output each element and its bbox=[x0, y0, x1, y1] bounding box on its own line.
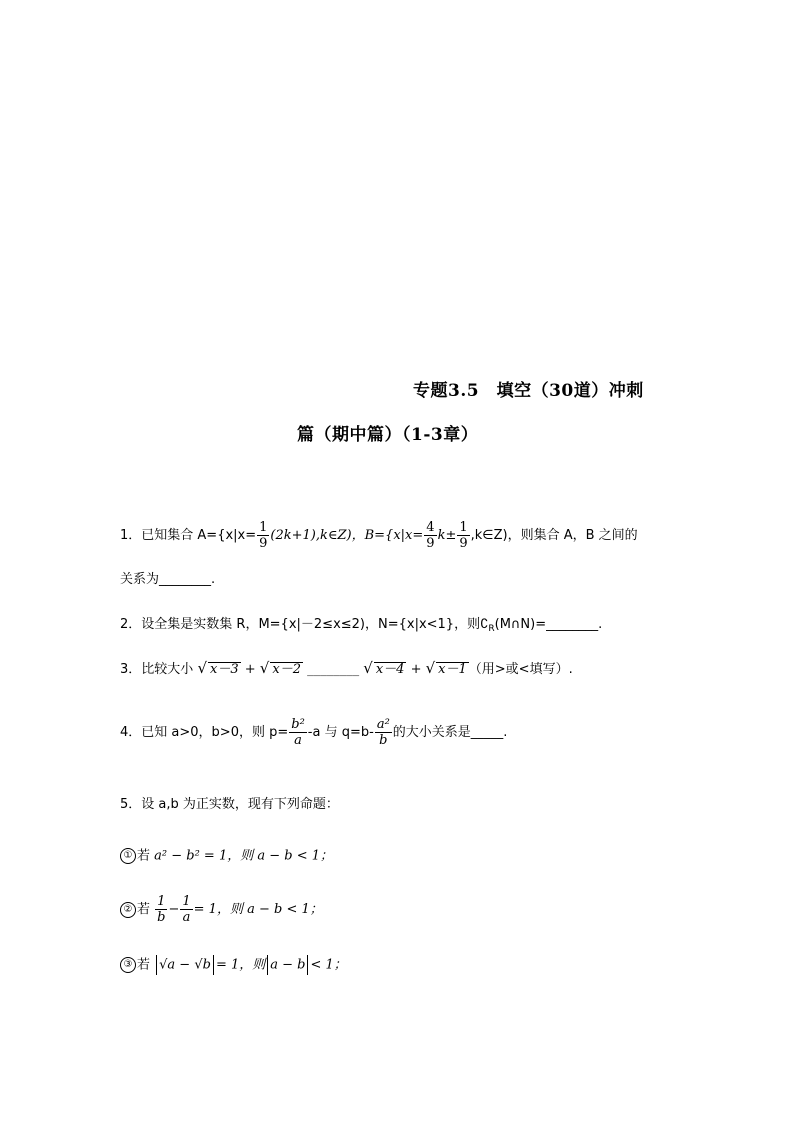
q2-text: 设全集是实数集 R，M={x|－2≤x≤2)，N={x|x<1}，则∁ bbox=[141, 617, 489, 632]
question-2 bbox=[120, 613, 602, 634]
abs-bar-right bbox=[213, 955, 214, 975]
radicand: x－2 bbox=[272, 662, 301, 677]
page-title-line-2: 篇（期中篇）（1-3章） bbox=[297, 425, 479, 445]
subscript: R bbox=[488, 624, 495, 634]
fraction bbox=[180, 894, 192, 925]
circled-number-icon: ③ bbox=[120, 957, 136, 973]
question-number: 1． bbox=[120, 528, 142, 543]
question-1 bbox=[120, 520, 638, 551]
proposition-1 bbox=[120, 848, 333, 864]
proposition-2 bbox=[120, 894, 323, 925]
numerator: 1 bbox=[155, 894, 167, 910]
proposition-math: = 1，则 a − b < 1； bbox=[193, 902, 323, 917]
q1-text-3: k± bbox=[437, 528, 457, 543]
question-3 bbox=[120, 661, 573, 676]
radicand: x－3 bbox=[210, 662, 239, 677]
q2-text-2: (M∩N)=________. bbox=[494, 617, 603, 632]
answer-blank: ________ bbox=[307, 662, 360, 677]
proposition-3 bbox=[120, 955, 347, 975]
question-number: 5． bbox=[120, 797, 142, 812]
circled-number-icon: ① bbox=[120, 848, 136, 864]
denominator: b bbox=[157, 910, 166, 925]
radical-icon: √ bbox=[425, 659, 436, 677]
numerator: 4 bbox=[426, 520, 435, 535]
plus-sign: + bbox=[410, 662, 422, 677]
q4-text-3: 的大小关系是_____. bbox=[392, 725, 508, 740]
q1-text-1: 已知集合 A={x|x= bbox=[141, 528, 257, 543]
numerator: 1 bbox=[182, 894, 191, 909]
numerator: 1 bbox=[259, 520, 268, 535]
fraction bbox=[289, 717, 307, 748]
abs-inner: √a − √b bbox=[159, 957, 211, 973]
denominator: a bbox=[182, 910, 191, 925]
minus-sign: − bbox=[168, 902, 180, 917]
q1-text-4: ,k∈Z)，则集合 A，B 之间的 bbox=[470, 528, 638, 543]
circled-number-icon: ② bbox=[120, 902, 136, 918]
q3-text-1: 比较大小 bbox=[141, 662, 194, 677]
proposition-prefix: 若 bbox=[137, 848, 155, 864]
fraction bbox=[457, 520, 469, 551]
numerator: b² bbox=[291, 717, 305, 732]
proposition-prefix: 若 bbox=[137, 957, 155, 973]
radical-icon: √ bbox=[259, 659, 270, 677]
radical-icon: √ bbox=[363, 659, 373, 677]
q4-text-2: -a 与 q=b- bbox=[307, 725, 374, 740]
abs-bar-left bbox=[267, 955, 268, 975]
fraction bbox=[155, 894, 167, 925]
proposition-prefix: 若 bbox=[137, 902, 155, 917]
question-number: 4． bbox=[120, 725, 142, 740]
denominator: b bbox=[379, 733, 388, 748]
fraction bbox=[375, 717, 392, 748]
proposition-math: < 1； bbox=[310, 957, 347, 973]
question-4 bbox=[120, 717, 507, 748]
fraction bbox=[424, 520, 436, 551]
denominator: 9 bbox=[426, 536, 435, 551]
denominator: 9 bbox=[459, 536, 468, 551]
abs-bar-left bbox=[156, 955, 157, 975]
proposition-math: = 1，则 bbox=[215, 957, 266, 973]
numerator: a² bbox=[376, 717, 390, 732]
radicand: x－4 bbox=[375, 662, 405, 677]
question-number: 3． bbox=[120, 662, 142, 677]
numerator: 1 bbox=[459, 520, 468, 535]
question-number: 2． bbox=[120, 617, 142, 632]
q1-line-2: 关系为________. bbox=[120, 572, 216, 587]
q5-text: 设 a,b 为正实数，现有下列命题： bbox=[141, 797, 339, 812]
radical-icon: √ bbox=[197, 659, 207, 677]
fraction bbox=[257, 520, 269, 551]
denominator: 9 bbox=[259, 536, 268, 551]
plus-sign: + bbox=[244, 662, 256, 677]
q4-text-1: 已知 a>0，b>0，则 p= bbox=[141, 725, 289, 740]
abs-inner: a − b bbox=[270, 957, 306, 973]
q1-text-2: (2k+1),k∈Z)，B={x|x= bbox=[270, 528, 424, 543]
radicand: x－1 bbox=[438, 662, 467, 677]
proposition-math: a² − b² = 1，则 a − b < 1； bbox=[154, 848, 334, 864]
denominator: a bbox=[294, 733, 302, 748]
abs-bar-right bbox=[307, 955, 308, 975]
page-title-line-1: 专题3.5 填空（30道）冲刺 bbox=[413, 381, 644, 401]
q3-text-2: （用>或<填写）. bbox=[468, 662, 573, 677]
question-5 bbox=[120, 793, 339, 812]
